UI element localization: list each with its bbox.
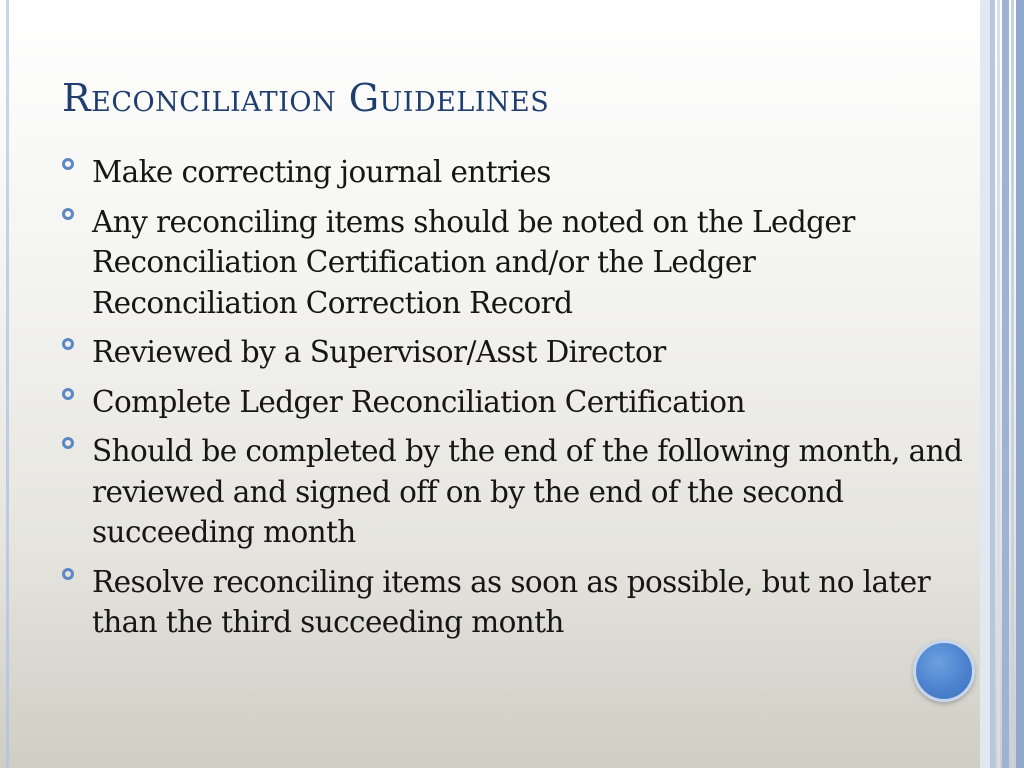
bullet-item: [62, 202, 967, 324]
blue-circle-icon: [913, 640, 975, 702]
right-decorative-stripes: [980, 0, 1024, 768]
bullet-icon: [62, 568, 74, 580]
bullet-icon: [62, 158, 74, 170]
bullet-text: Any reconciling items should be noted on the Ledger Reconciliation Certification and/or the Ledger Reconciliation Correction Record: [92, 204, 855, 320]
bullet-text: Should be completed by the end of the following month, and reviewed and signed off on by the end of the second succeeding month: [92, 434, 963, 549]
bullet-text: Reviewed by a Supervisor/Asst Director: [92, 335, 666, 369]
bullet-icon: [62, 208, 74, 220]
bullet-item: [62, 332, 967, 373]
left-border-line: [6, 0, 9, 768]
stripe: [1016, 0, 1024, 768]
stripe: [1011, 0, 1014, 768]
bullet-item: [62, 562, 967, 643]
bullet-item: [62, 382, 967, 423]
bullet-item: [62, 431, 967, 553]
stripe: [980, 0, 990, 768]
bullet-list: [62, 152, 967, 652]
slide-title: Reconciliation Guidelines: [62, 76, 550, 120]
stripe: [997, 0, 1000, 768]
stripe: [1002, 0, 1009, 768]
bullet-text: Resolve reconciling items as soon as possible, but no later than the third succeeding month: [92, 564, 931, 639]
bullet-icon: [62, 338, 74, 350]
bullet-text: Make correcting journal entries: [92, 155, 551, 189]
bullet-text: Complete Ledger Reconciliation Certification: [92, 384, 745, 419]
stripe: [990, 0, 995, 768]
bullet-icon: [62, 437, 74, 449]
bullet-icon: [62, 388, 74, 400]
bullet-item: [62, 152, 967, 193]
